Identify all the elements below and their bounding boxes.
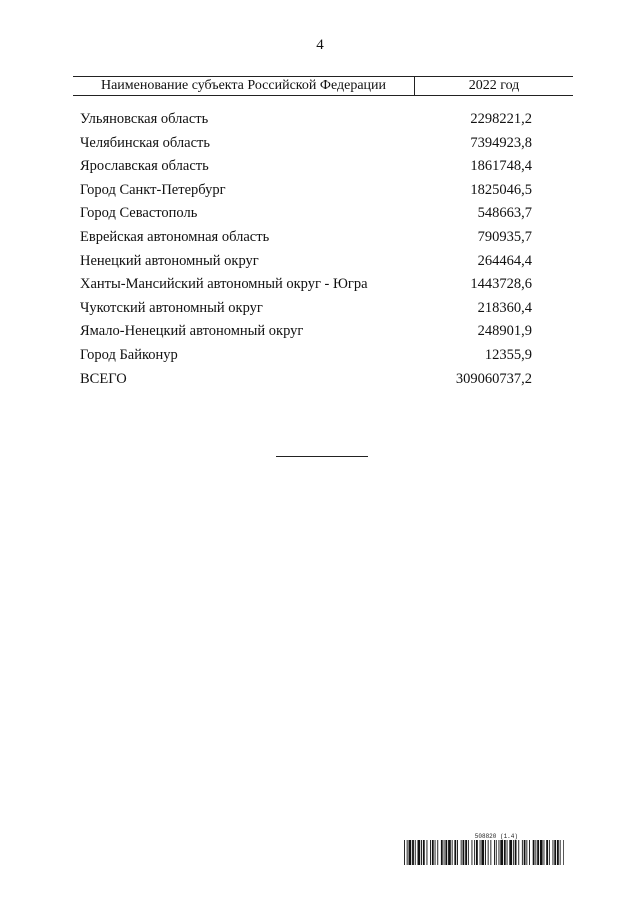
table-row [80, 111, 540, 135]
column-header-subject: Наименование субъекта Российской Федерации [73, 77, 415, 95]
row-subject-name: Ямало-Ненецкий автономный округ [80, 323, 304, 340]
row-subject-name: Чукотский автономный округ [80, 299, 263, 316]
row-subject-name: Город Санкт-Петербург [80, 181, 226, 198]
row-value: 7394923,8 [470, 134, 532, 151]
table-row [80, 182, 540, 206]
row-subject-name: Челябинская область [80, 134, 210, 151]
table-row [80, 158, 540, 182]
table-row [80, 205, 540, 229]
row-value: 2298221,2 [470, 111, 532, 127]
table-row [80, 135, 540, 159]
table-row [80, 300, 540, 324]
end-divider [276, 456, 368, 457]
column-header-year: 2022 год [468, 78, 520, 93]
table-header [73, 76, 573, 96]
document-barcode [404, 833, 564, 865]
row-subject-name: Еврейская автономная область [80, 228, 270, 245]
table-row-total [80, 371, 540, 395]
row-value: 248901,9 [477, 323, 532, 340]
table-row [80, 347, 540, 371]
row-value: 1861748,4 [470, 158, 532, 175]
barcode-number: 508820 (1.4) [474, 833, 518, 840]
page-number: 4 [316, 37, 324, 53]
table-row [80, 276, 540, 300]
row-subject-name: Ханты-Мансийский автономный округ - Югра [80, 276, 368, 293]
barcode-icon [404, 840, 564, 865]
row-value: 1825046,5 [470, 181, 532, 198]
row-value: 790935,7 [477, 228, 532, 245]
row-subject-name: Город Севастополь [80, 205, 198, 222]
total-value: 309060737,2 [455, 370, 532, 387]
row-value: 12355,9 [484, 346, 532, 363]
row-subject-name: Ненецкий автономный округ [80, 252, 259, 269]
row-value: 548663,7 [477, 205, 532, 222]
table-row [80, 253, 540, 277]
row-subject-name: Город Байконур [80, 346, 178, 363]
row-subject-name: Ульяновская область [80, 111, 209, 127]
table-body [80, 111, 540, 394]
row-value: 218360,4 [477, 299, 532, 316]
row-value: 1443728,6 [470, 276, 532, 293]
row-subject-name: Ярославская область [80, 158, 209, 175]
table-row [80, 229, 540, 253]
total-label: ВСЕГО [80, 370, 127, 387]
row-value: 264464,4 [477, 252, 532, 269]
table-row [80, 323, 540, 347]
